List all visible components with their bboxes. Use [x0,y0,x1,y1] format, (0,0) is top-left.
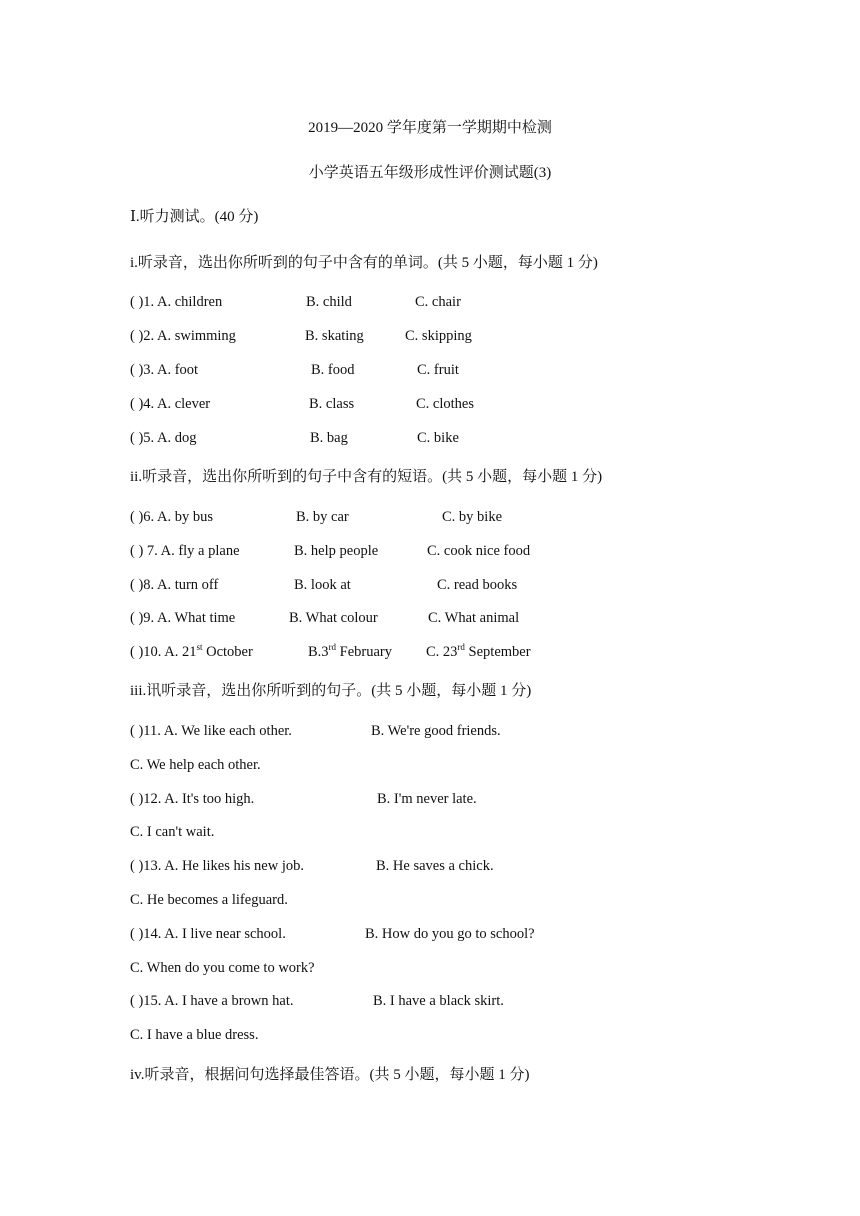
question-3-option-c: C. fruit [417,362,459,378]
question-14-option-c: C. When do you come to work? [130,960,315,976]
question-7-option-b: B. help people [294,543,379,559]
question-4: ( )4. A. clever [130,396,211,412]
question-9-option-b: B. What colour [289,610,378,626]
question-6-option-c: C. by bike [442,509,503,525]
question-13: ( )13. A. He likes his new job. [130,858,304,874]
question-10-c: C. 23 [426,644,458,660]
question-11: ( )11. A. We like each other. [130,723,292,739]
question-15: ( )15. A. I have a brown hat. [130,993,294,1009]
question-12: ( )12. A. It's too high. [130,791,255,807]
question-3: ( )3. A. foot [130,362,199,378]
question-10-c-sup: rd [457,642,465,653]
question-8-option-b: B. look at [294,577,351,593]
question-10-option-b [308,643,392,661]
question-3-option-b: B. food [311,362,355,378]
question-15-option-b: B. I have a black skirt. [373,993,504,1009]
question-8-option-c: C. read books [437,577,518,593]
question-10-b-sup: rd [328,642,337,653]
section-i-title: i.听录音，选出你所听到的句子中含有的单词。(共 5 小题，每小题 1 分) [130,255,598,271]
section-iii-title: iii.讯听录音，选出你所听到的句子。(共 5 小题，每小题 1 分) [130,683,532,699]
question-10-c-tail: September [464,644,531,660]
question-4-option-c: C. clothes [416,396,474,412]
question-14: ( )14. A. I live near school. [130,926,286,942]
question-11-option-b: B. We're good friends. [371,723,501,739]
question-14-option-b: B. How do you go to school? [365,926,535,942]
question-6: ( )6. A. by bus [130,509,213,525]
question-7: ( ) 7. A. fly a plane [130,543,240,559]
question-1-option-c: C. chair [415,294,461,310]
section-ii-title: ii.听录音，选出你所听到的句子中含有的短语。(共 5 小题，每小题 1 分) [130,469,603,485]
question-10-b: B.3 [308,644,329,660]
question-5-option-b: B. bag [310,430,348,446]
question-15-option-c: C. I have a blue dress. [130,1027,259,1043]
question-4-option-b: B. class [309,396,355,412]
question-11-option-c: C. We help each other. [130,757,261,773]
part1-title: Ⅰ.听力测试。(40 分) [130,209,259,225]
question-7-option-c: C. cook nice food [427,543,531,559]
exam-title-line1: 2019—2020 学年度第一学期期中检测 [308,120,552,136]
question-10-a-sup: st [196,642,203,653]
question-10-b-tail: February [336,644,393,660]
question-5-option-c: C. bike [417,430,459,446]
question-12-option-c: C. I can't wait. [130,824,215,840]
question-9-option-c: C. What animal [428,610,520,626]
question-12-option-b: B. I'm never late. [377,791,477,807]
question-10 [130,643,253,661]
question-2: ( )2. A. swimming [130,328,236,344]
section-iv-title: iv.听录音，根据问句选择最佳答语。(共 5 小题，每小题 1 分) [130,1067,530,1083]
question-6-option-b: B. by car [296,509,349,525]
question-10-option-c [426,643,531,661]
question-9: ( )9. A. What time [130,610,236,626]
question-10-a: ( )10. A. 21 [130,644,197,660]
question-5: ( )5. A. dog [130,430,197,446]
question-1-option-b: B. child [306,294,352,310]
question-2-option-b: B. skating [305,328,364,344]
question-1: ( )1. A. children [130,294,223,310]
question-8: ( )8. A. turn off [130,577,219,593]
question-13-option-b: B. He saves a chick. [376,858,494,874]
question-13-option-c: C. He becomes a lifeguard. [130,892,288,908]
question-2-option-c: C. skipping [405,328,472,344]
question-10-a-tail: October [202,644,253,660]
exam-title-line2: 小学英语五年级形成性评价测试题(3) [308,165,552,181]
